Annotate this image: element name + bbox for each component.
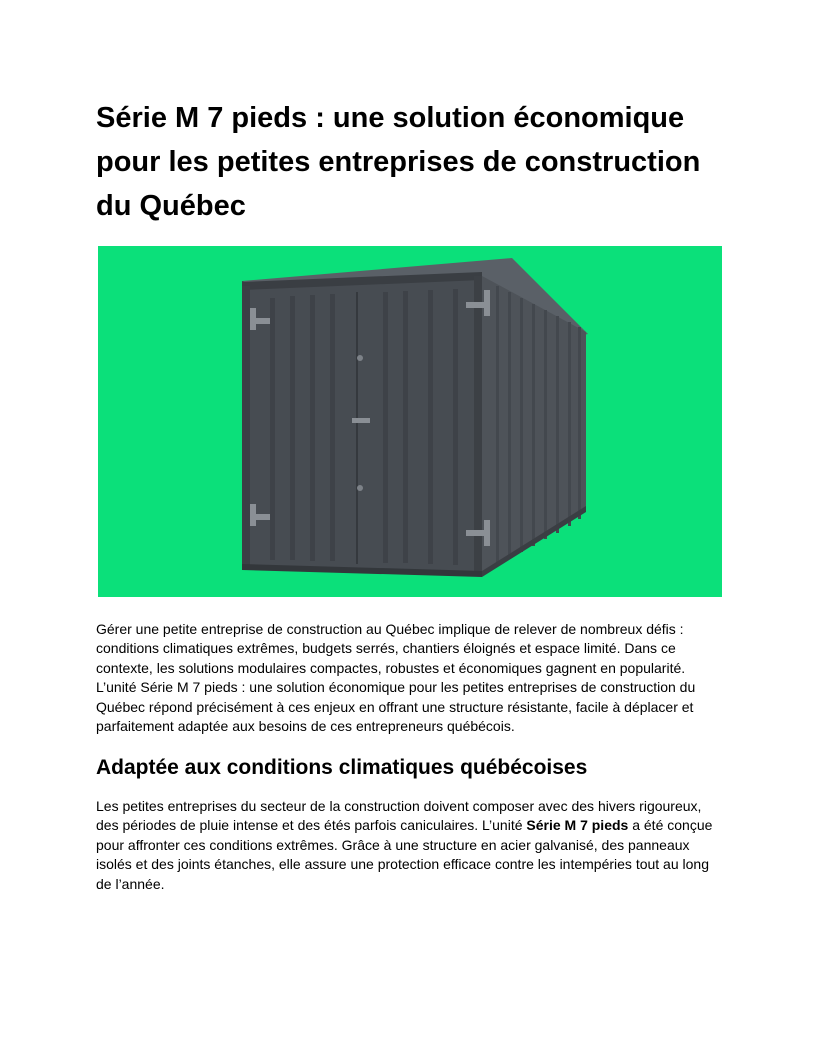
- section-paragraph-after: a été conçue pour affronter ces conditions extrêmes. Grâce à une structure en acier galvanisé, des panneaux isolés et des joints étanches, elle assure une protection efficace contre les intempéries tout au long de l’année.: [96, 817, 713, 892]
- section-heading: Adaptée aux conditions climatiques québécoises: [96, 756, 588, 779]
- section-paragraph-bold: Série M 7 pieds: [526, 817, 629, 834]
- storage-container-icon: [98, 246, 722, 597]
- article-title: Série M 7 pieds : une solution économique pour les petites entreprises de construction du Québec: [96, 102, 701, 222]
- intro-paragraph: Gérer une petite entreprise de construction au Québec implique de relever de nombreux défis : conditions climatiques extrêmes, budgets serrés, chantiers éloignés et espace limité. Dans ce contexte, les solutions modulaires compactes, robustes et économiques gagnent en popularité. L’unité Série M 7 pieds : une solution économique pour les petites entreprises de construction du Québec répond précisément à ces enjeux en offrant une structure résistante, facile à déplacer et parfaitement adaptée aux besoins de ces entrepreneurs québécois.: [96, 621, 696, 735]
- hero-image: [98, 246, 722, 597]
- section-paragraph: [96, 797, 722, 894]
- section-paragraph-before: Les petites entreprises du secteur de la construction doivent composer avec des hivers rigoureux, des périodes de pluie intense et des étés parfois caniculaires. L’unité: [96, 798, 702, 834]
